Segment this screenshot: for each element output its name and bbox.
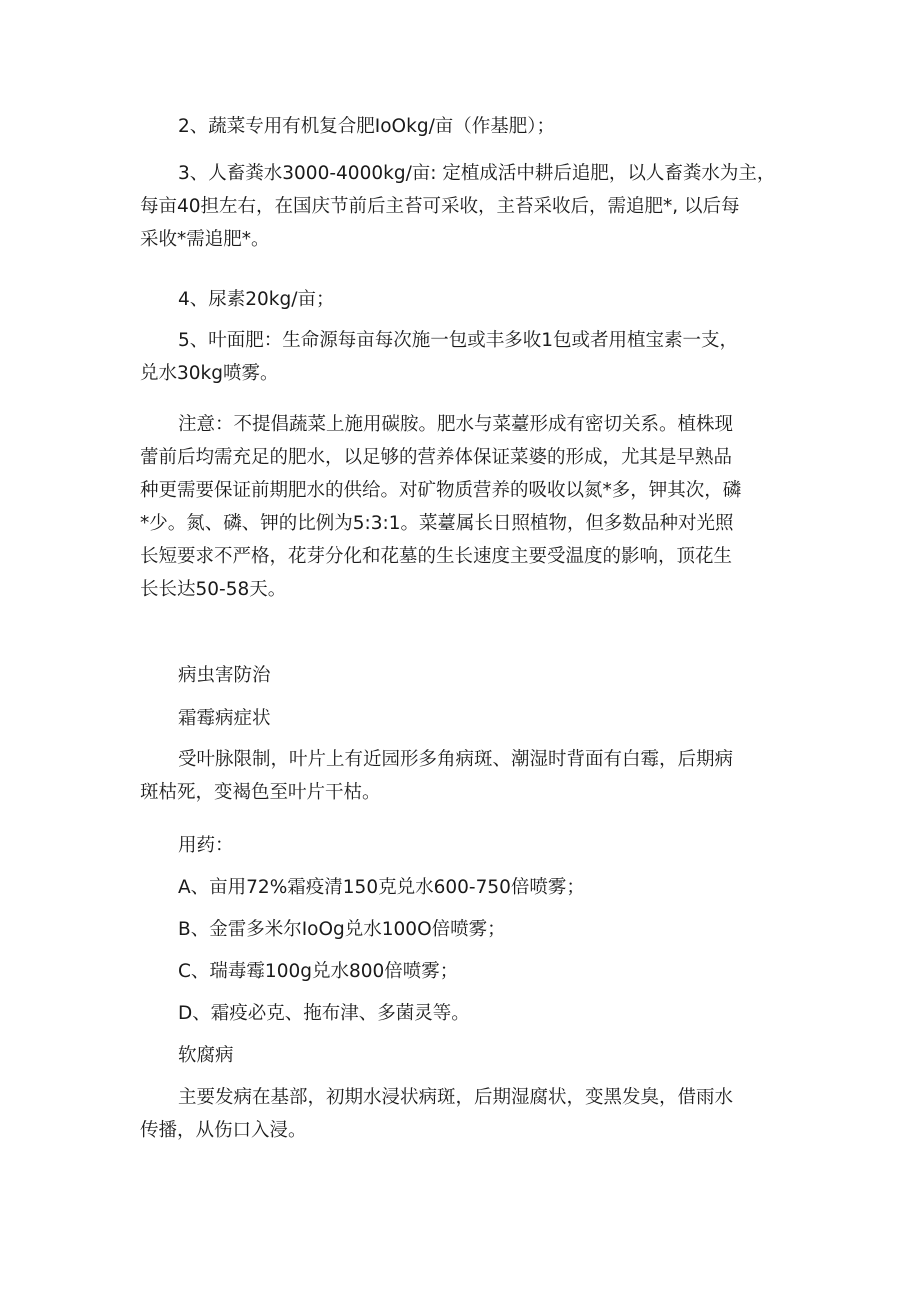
- heading-soft-rot: [178, 1039, 798, 1072]
- text-line: 4、尿素20kg∕亩；: [178, 289, 335, 310]
- text-line: 主要发病在基部，初期水浸状病斑，后期湿腐状，变黑发臭，借雨水: [178, 1087, 734, 1108]
- text-line: 兑水30kg喷雾。: [140, 363, 279, 384]
- paragraph-manure-water: [140, 157, 800, 256]
- text-line: 注意：不提倡蔬菜上施用碳胺。肥水与菜薹形成有密切关系。植株现: [178, 414, 734, 435]
- medication-item-a: [178, 871, 798, 904]
- text-line: A、亩用72%霜疫清150克兑水600-750倍喷雾；: [178, 877, 585, 898]
- text-line: D、霜疫必克、拖布津、多菌灵等。: [178, 1003, 470, 1024]
- text-line: B、金雷多米尔IoOg兑水100O倍喷雾；: [178, 919, 506, 940]
- text-line: C、瑞毒霉100g兑水800倍喷雾；: [178, 961, 459, 982]
- paragraph-base-fertilizer: [178, 110, 798, 143]
- text-line: 每亩40担左右，在国庆节前后主苔可采收，主苔采收后，需追肥*, 以后每: [140, 196, 740, 217]
- text-line: 软腐病: [178, 1045, 234, 1066]
- heading-downy-mildew: [178, 702, 798, 735]
- text-line: 霜霉病症状: [178, 708, 271, 729]
- text-line: 斑枯死，变褐色至叶片干枯。: [140, 782, 381, 803]
- paragraph-mildew-symptoms: [140, 743, 800, 809]
- medication-item-d: [178, 997, 798, 1030]
- medication-item-b: [178, 913, 798, 946]
- text-line: 3、人畜粪水3000-4000kg/亩: 定植成活中耕后追肥，以人畜粪水为主，: [178, 163, 776, 184]
- text-line: 传播，从伤口入浸。: [140, 1120, 307, 1141]
- paragraph-foliar-fertilizer: [140, 324, 800, 390]
- text-line: 受叶脉限制，叶片上有近园形多角病斑、潮湿时背面有白霉，后期病: [178, 749, 734, 770]
- text-line: 用药：: [178, 835, 234, 856]
- paragraph-soft-rot: [140, 1081, 800, 1147]
- text-line: 5、叶面肥：生命源每亩每次施一包或丰多收1包或者用植宝素一支，: [178, 330, 739, 351]
- text-line: 病虫害防治: [178, 665, 271, 686]
- text-line: 采收*需追肥*。: [140, 229, 270, 250]
- text-line: *少。氮、磷、钾的比例为5:3:1。菜薹属长日照植物，但多数品种对光照: [140, 513, 734, 534]
- medication-item-c: [178, 955, 798, 988]
- paragraph-notes: [140, 408, 800, 606]
- text-line: 2、蔬菜专用有机复合肥IoOkg/亩（作基肥）；: [178, 116, 556, 137]
- paragraph-urea: [178, 283, 798, 316]
- heading-medication: [178, 829, 798, 862]
- text-line: 蕾前后均需充足的肥水，以足够的营养体保证菜婆的形成，尤其是早熟品: [140, 447, 733, 468]
- text-line: 种更需要保证前期肥水的供给。对矿物质营养的吸收以氮*多，钾其次，磷: [140, 480, 742, 501]
- text-line: 长短要求不严格，花芽分化和花墓的生长速度主要受温度的影响，顶花生: [140, 546, 733, 567]
- text-line: 长长达50-58天。: [140, 579, 287, 600]
- heading-pest-control: [178, 659, 798, 692]
